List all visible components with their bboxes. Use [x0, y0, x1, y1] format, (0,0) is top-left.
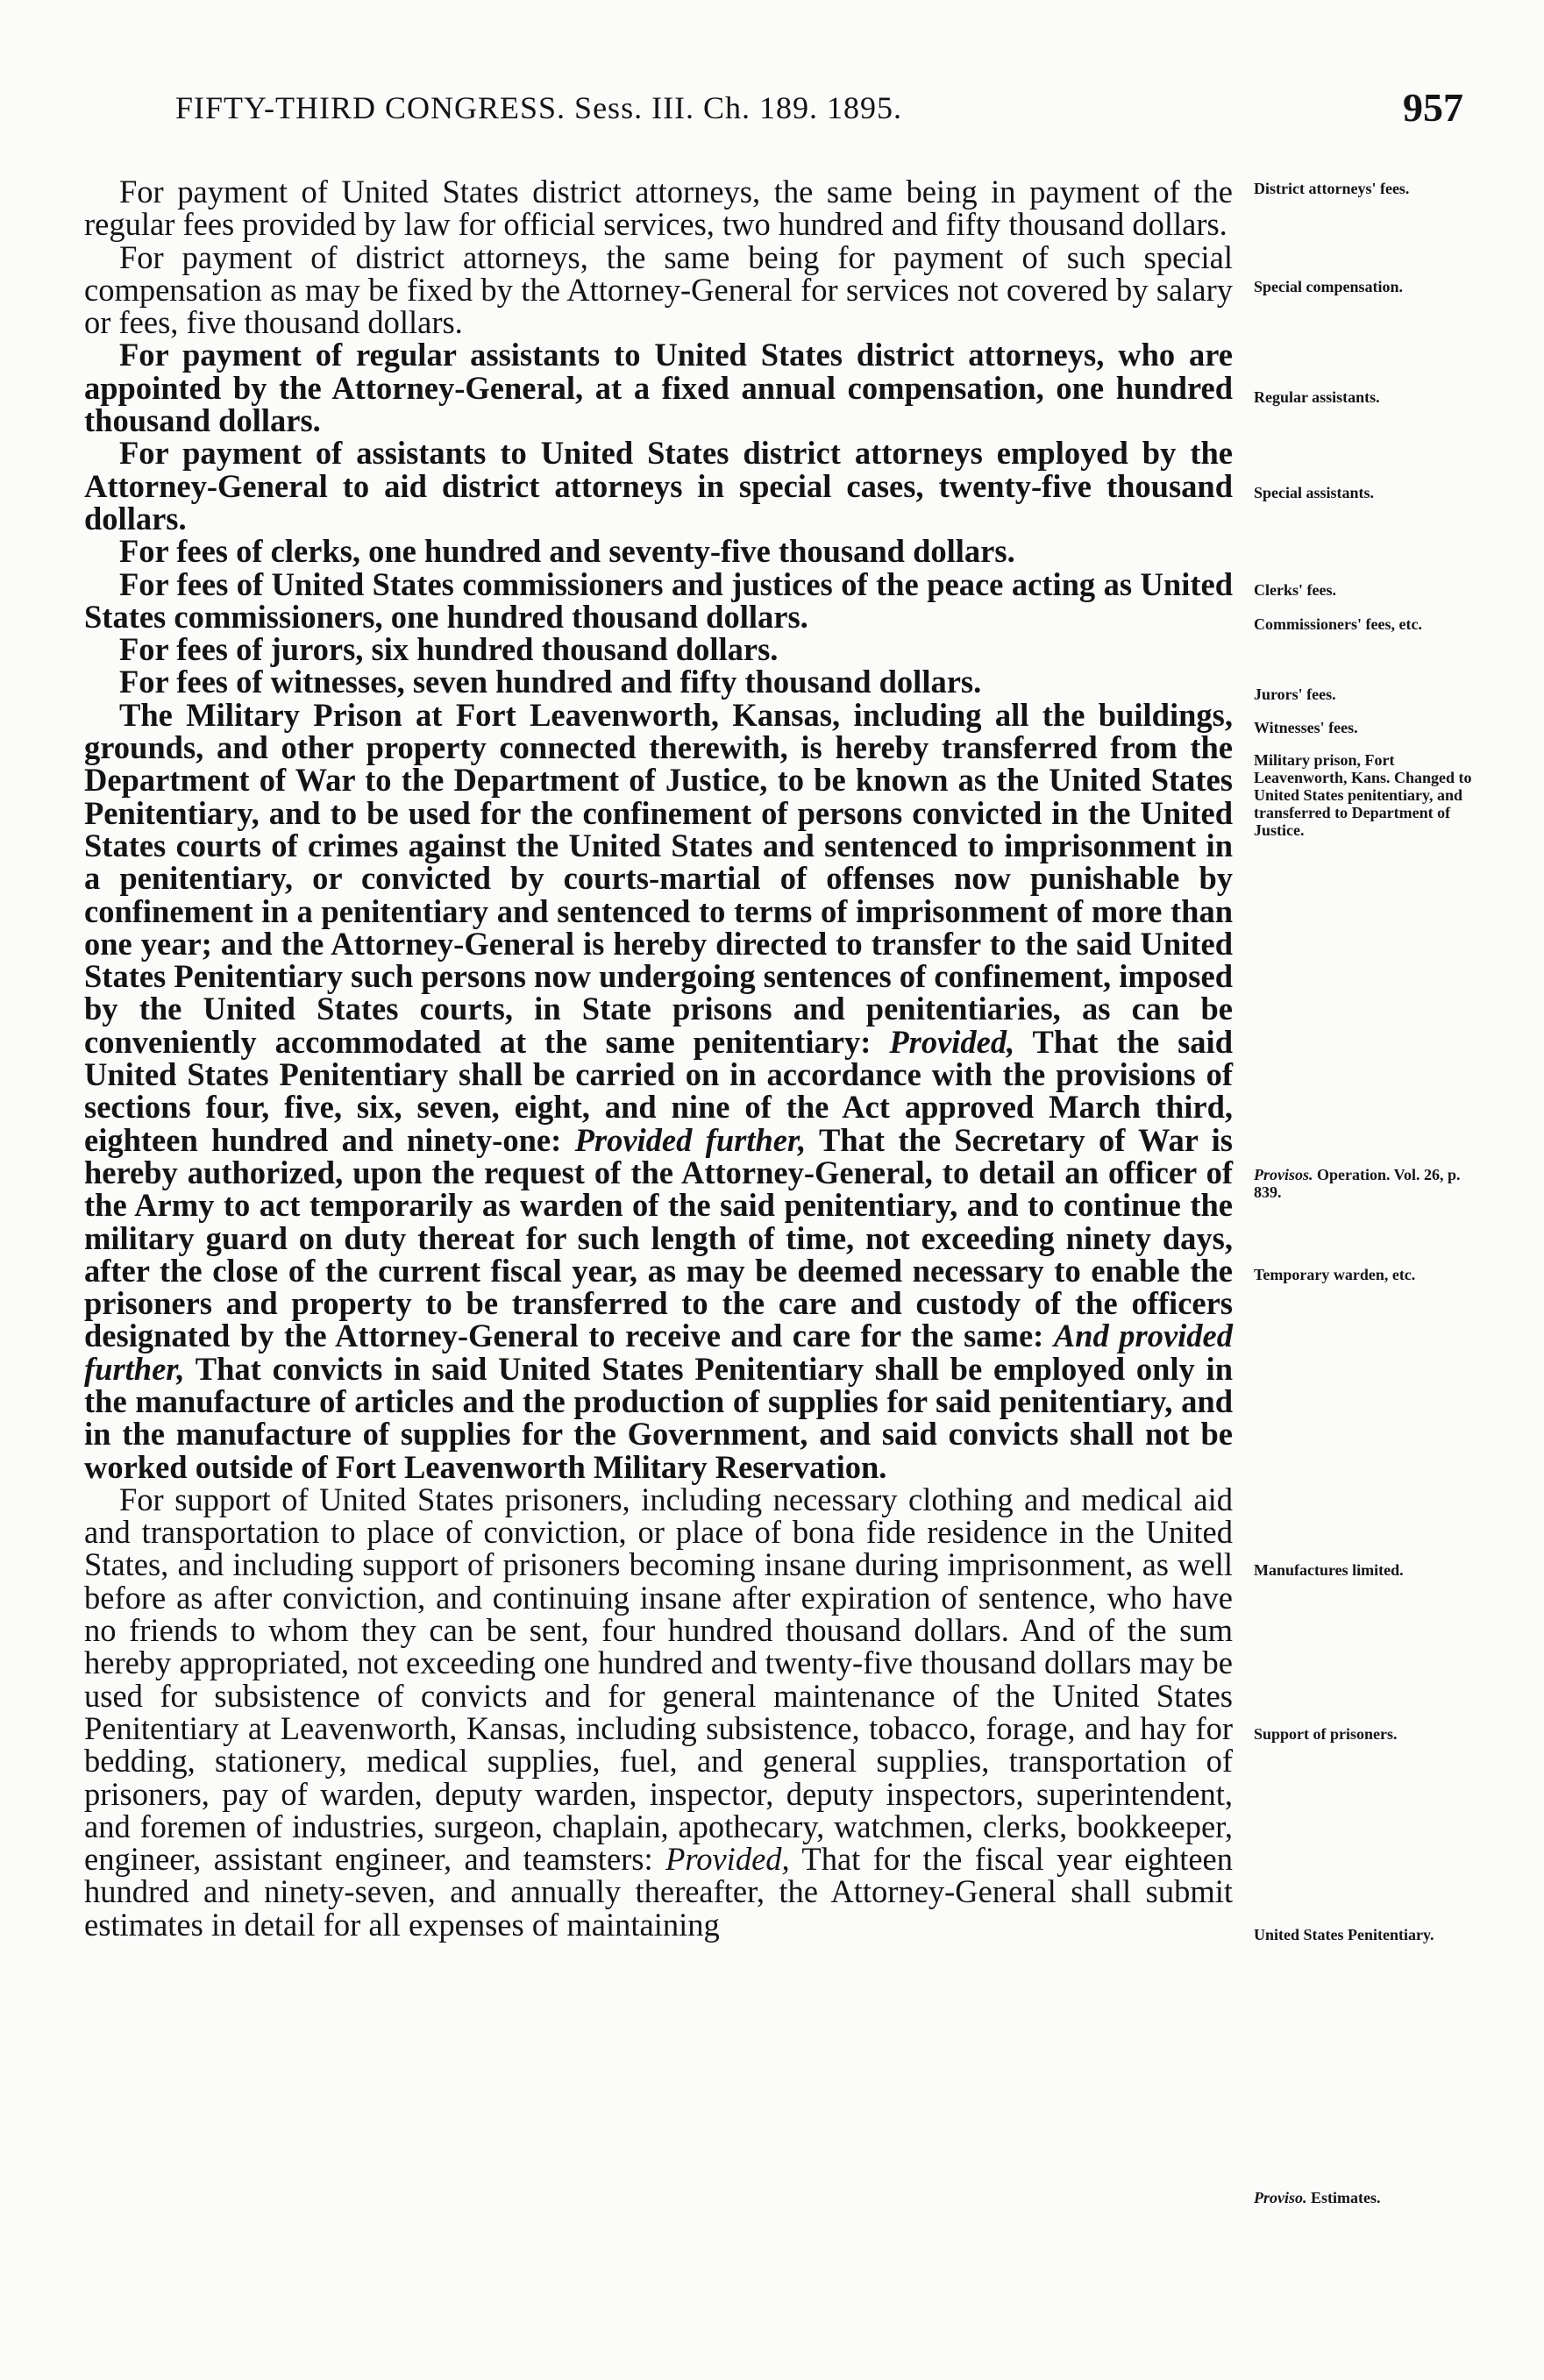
margin-note: Regular assistants. — [1254, 388, 1380, 406]
margin-notes — [1254, 0, 1482, 2380]
proviso-phrase: Provided further, — [574, 1121, 807, 1158]
proviso-phrase: Provided, — [889, 1023, 1015, 1060]
margin-note: District attorneys' fees. — [1254, 180, 1410, 197]
text-segment: That the Secretary of War is hereby authorized, upon the request of the Attorney-General, to detail an officer of the Army to act temporarily as warden of the said penitentiary, and to continue the military guard on duty thereat for such length of time, not exceeding ninety days, after the close of the current fiscal year, as may be deemed necessary to enable the prisoners and property to be transferred to the care and custody of the officers designated by the Attorney-General to receive and care for the same: — [84, 1121, 1233, 1354]
paragraph-commissioners-fees: For fees of United States commissioners and justices of the peace acting as United States commissioners, one hundred thousand dollars. — [84, 565, 1233, 635]
paragraph-district-attorneys-fees: For payment of United States district attorneys, the same being in payment of the regular fees provided by law for official services, two hundred and fifty thousand dollars. — [84, 174, 1233, 243]
body-text — [84, 175, 1233, 1941]
margin-note: Support of prisoners. — [1254, 1725, 1398, 1743]
margin-note: United States Penitentiary. — [1254, 1926, 1434, 1943]
margin-note: Military prison, Fort Leavenworth, Kans. Changed to United States penitentiary, and transferred to Department of Justice. — [1254, 751, 1472, 839]
paragraph-regular-assistants: For payment of regular assistants to United States district attorneys, who are appointed by the Attorney-General, at a fixed annual compensation, one hundred thousand dollars. — [84, 337, 1233, 439]
text-segment: That the said United States Penitentiary shall be carried on in accordance with the provisions of sections four, five, six, seven, eight, and nine of the Act approved March third, eighteen hundred and ninety-one: — [84, 1023, 1233, 1158]
proviso-phrase: And provided further, — [84, 1318, 1233, 1387]
margin-note: Clerks' fees. — [1254, 581, 1336, 599]
margin-note-tag: Provisos. — [1254, 1166, 1313, 1183]
margin-note-text: Estimates. — [1311, 2189, 1381, 2206]
proviso-phrase: Provided, — [665, 1841, 790, 1878]
paragraph-support-of-prisoners — [84, 1483, 1233, 1941]
margin-note: Manufactures limited. — [1254, 1561, 1404, 1579]
text-segment: That convicts in said United States Penitentiary shall be employed only in the manufacture of articles and the production of supplies for said penitentiary, and in the manufacture of supplies for the Government, and said convicts shall not be worked outside of Fort Leavenworth Military Reservation. — [84, 1350, 1234, 1485]
margin-note: Jurors' fees. — [1254, 686, 1336, 703]
margin-note — [1254, 2189, 1482, 2206]
text-segment: For support of United States prisoners, including necessary clothing and medical aid and transportation to place of conviction, or place of bona fide residence in the United States, and including support of prisoners becoming insane during imprisonment, as well before as after conviction, and continuing insane after expiration of sentence, who have no friends to whom they can be sent, four hundred thousand dollars. And of the sum hereby appropriated, not exceeding one hundred and twenty-five thousand dollars may be used for subsistence of convicts and for general maintenance of the United States Penitentiary at Leavenworth, Kansas, including subsistence, tobacco, forage, and hay for bedding, stationery, medical supplies, fuel, and general supplies, transportation of prisoners, pay of warden, deputy warden, inspector, deputy inspectors, superintendent, and foremen of industries, surgeon, chaplain, apothecary, watchmen, clerks, bookkeeper, engineer, assistant engineer, and teamsters: — [84, 1481, 1233, 1878]
margin-note: Witnesses' fees. — [1254, 719, 1358, 736]
page-number: 957 — [1403, 85, 1463, 130]
margin-note-text: Operation. Vol. 26, p. 839. — [1254, 1166, 1461, 1201]
paragraph-clerks-fees: For fees of clerks, one hundred and seventy-five thousand dollars. — [119, 533, 1015, 570]
running-head: FIFTY-THIRD CONGRESS. Sess. III. Ch. 189. 1895. — [175, 90, 903, 125]
text-segment: That for the fiscal year eighteen hundred and ninety-seven, and annually thereafter, the Attorney-General shall submit estimates in detail for all expenses of maintaining — [84, 1841, 1233, 1943]
paragraph-special-compensation: For payment of district attorneys, the same being for payment of such special compensation as may be fixed by the Attorney-General for services not covered by salary or fees, five thousand dollars. — [84, 238, 1233, 341]
margin-note: Commissioners' fees, etc. — [1254, 615, 1422, 633]
margin-note — [1254, 1166, 1482, 1201]
margin-note-tag: Proviso. — [1254, 2189, 1307, 2206]
margin-note: Special compensation. — [1254, 278, 1404, 295]
paragraph-jurors-fees: For fees of jurors, six hundred thousand dollars. — [119, 631, 779, 668]
paragraph-military-prison — [84, 696, 1234, 1485]
margin-note: Temporary warden, etc. — [1254, 1266, 1416, 1283]
paragraph-witnesses-fees: For fees of witnesses, seven hundred and fifty thousand dollars. — [119, 664, 982, 700]
margin-note: Special assistants. — [1254, 484, 1375, 501]
paragraph-special-assistants: For payment of assistants to United States district attorneys employed by the Attorney-General to aid district attorneys in special cases, twenty-five thousand dollars. — [84, 435, 1233, 536]
text-segment: The Military Prison at Fort Leavenworth, Kansas, including all the buildings, grounds, and other property connected therewith, is hereby transferred from the Department of War to the Department of Justice, to be known as the United States Penitentiary, and to be used for the confinement of persons convicted in the United States courts of crimes against the United States and sentenced to imprisonment in a penitentiary, or convicted by courts-martial of offenses now punishable by confinement in a penitentiary and sentenced to terms of imprisonment of more than one year; and the Attorney-General is hereby directed to transfer to the said United States Penitentiary such persons now undergoing sentences of confinement, imposed by the United States courts, in State prisons and penitentiaries, as can be conveniently accommodated at the same penitentiary: — [84, 696, 1233, 1060]
